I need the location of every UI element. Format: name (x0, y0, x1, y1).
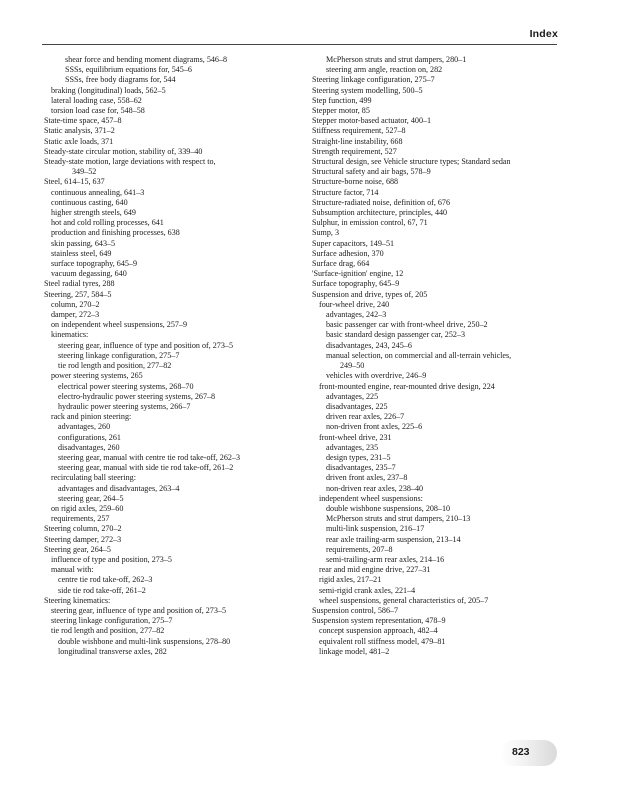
index-entry: double wishbone suspensions, 208–10 (326, 503, 451, 513)
index-column-right (312, 55, 570, 657)
index-entry: braking (longitudinal) loads, 562–5 (51, 85, 166, 95)
index-entry: linkage model, 481–2 (319, 646, 390, 656)
index-entry: Stiffness requirement, 527–8 (312, 126, 406, 136)
index-entry: tie rod length and position, 277–82 (51, 626, 165, 636)
index-entry: stainless steel, 649 (51, 248, 112, 258)
index-entry: on independent wheel suspensions, 257–9 (51, 320, 188, 330)
index-entry: electrical power steering systems, 268–70 (58, 381, 194, 391)
index-entry: Structure-borne noise, 688 (312, 177, 399, 187)
index-entry: Steering linkage configuration, 275–7 (312, 75, 435, 85)
index-entry: electro-hydraulic power steering systems, 267–8 (58, 391, 216, 401)
index-entry: recirculating ball steering: (51, 473, 136, 483)
index-entry: non-driven front axles, 225–6 (326, 422, 423, 432)
index-entry: side tie rod take-off, 261–2 (58, 585, 146, 595)
index-entry: column, 270–2 (51, 299, 100, 309)
index-entry: Steering, 257, 584–5 (44, 289, 112, 299)
index-entry: 349–52 (72, 167, 97, 177)
index-entry: advantages and disadvantages, 263–4 (58, 483, 180, 493)
index-entry: vehicles with overdrive, 246–9 (326, 371, 427, 381)
index-entry: steering gear, manual with side tie rod take-off, 261–2 (58, 463, 234, 473)
header-rule (42, 44, 557, 45)
index-entry: advantages, 242–3 (326, 310, 387, 320)
index-entry: Static axle loads, 371 (44, 136, 114, 146)
index-entry: Static analysis, 371–2 (44, 126, 115, 136)
index-entry: four-wheel drive, 240 (319, 299, 390, 309)
index-entry: Stepper motor-based actuator, 400–1 (312, 116, 432, 126)
index-entry: kinematics: (51, 330, 89, 340)
index-entry: Steady-state circular motion, stability of, 339–40 (44, 146, 203, 156)
index-entry: tie rod length and position, 277–82 (58, 361, 172, 371)
index-entry: steering gear, manual with centre tie rod take-off, 262–3 (58, 452, 241, 462)
index-entry: Surface topography, 645–9 (312, 279, 400, 289)
index-entry: vacuum degassing, 640 (51, 269, 127, 279)
index-entry: rear axle trailing-arm suspension, 213–14 (326, 534, 461, 544)
index-entry: rear and mid engine drive, 227–31 (319, 565, 431, 575)
index-entry: double wishbone and multi-link suspensions, 278–80 (58, 636, 231, 646)
index-entry: damper, 272–3 (51, 310, 100, 320)
index-entry: non-driven rear axles, 238–40 (326, 483, 424, 493)
index-entry: front-mounted engine, rear-mounted drive design, 224 (319, 381, 495, 391)
index-entry: steering arm angle, reaction on, 282 (326, 65, 443, 75)
index-entry: configurations, 261 (58, 432, 121, 442)
index-entry: Structural design, see Vehicle structure types; Standard sedan (312, 157, 511, 167)
index-entry: multi-link suspension, 216–17 (326, 524, 425, 534)
index-entry: disadvantages, 243, 245–6 (326, 340, 412, 350)
index-entry: torsion load case for, 548–58 (51, 106, 145, 116)
index-entry: Steering column, 270–2 (44, 524, 122, 534)
index-entry: Sump, 3 (312, 228, 339, 238)
index-entry: disadvantages, 260 (58, 442, 120, 452)
index-entry: continuous casting, 640 (51, 197, 128, 207)
index-entry: front-wheel drive, 231 (319, 432, 392, 442)
index-entry: semi-trailing-arm rear axles, 214–16 (326, 554, 445, 564)
index-entry: McPherson struts and strut dampers, 210–13 (326, 514, 471, 524)
index-entry: independent wheel suspensions: (319, 493, 423, 503)
running-header-title: Index (529, 28, 558, 40)
index-entry: Steering gear, 264–5 (44, 544, 111, 554)
index-entry: steering gear, 264–5 (58, 493, 124, 503)
index-entry: Straight-line instability, 668 (312, 136, 403, 146)
index-entry: Super capacitors, 149–51 (312, 238, 395, 248)
index-entry: steering linkage configuration, 275–7 (58, 350, 180, 360)
index-entry: Steering kinematics: (44, 595, 111, 605)
index-entry: Stepper motor, 85 (312, 106, 370, 116)
index-entry: centre tie rod take-off, 262–3 (58, 575, 153, 585)
index-entry: requirements, 207–8 (326, 544, 393, 554)
index-entry: steering gear, influence of type and position of, 273–5 (58, 340, 233, 350)
index-entry: skin passing, 643–5 (51, 238, 116, 248)
index-entry: design types, 231–5 (326, 452, 391, 462)
index-entry: manual with: (51, 565, 94, 575)
index-entry: Steady-state motion, large deviations with respect to, (44, 157, 216, 167)
index-column-left (44, 55, 302, 657)
index-entry: continuous annealing, 641–3 (51, 187, 145, 197)
index-entry: hydraulic power steering systems, 266–7 (58, 401, 191, 411)
index-entry: McPherson struts and strut dampers, 280–1 (326, 55, 467, 64)
index-entry: shear force and bending moment diagrams, 546–8 (65, 55, 228, 64)
index-entry: equivalent roll stiffness model, 479–81 (319, 636, 446, 646)
index-entry: power steering systems, 265 (51, 371, 143, 381)
index-entry: wheel suspensions, general characteristics of, 205–7 (319, 595, 489, 605)
page-number: 823 (512, 746, 530, 758)
index-entry: semi-rigid crank axles, 221–4 (319, 585, 416, 595)
index-entry: influence of type and position, 273–5 (51, 554, 172, 564)
index-entry: steering linkage configuration, 275–7 (51, 616, 173, 626)
index-entry: requirements, 257 (51, 514, 110, 524)
index-entry: State-time space, 457–8 (44, 116, 122, 126)
index-entry: Structure-radiated noise, definition of, 676 (312, 197, 451, 207)
index-entry: manual selection, on commercial and all-terrain vehicles, (326, 350, 512, 360)
index-entry: rack and pinion steering: (51, 412, 132, 422)
index-entry: production and finishing processes, 638 (51, 228, 180, 238)
index-entry: Subsumption architecture, principles, 440 (312, 208, 448, 218)
index-entry: advantages, 225 (326, 391, 379, 401)
index-entry: rigid axles, 217–21 (319, 575, 382, 585)
index-entry: Suspension control, 586–7 (312, 605, 399, 615)
index-entry: Surface drag, 664 (312, 259, 370, 269)
index-entry: 249–50 (340, 361, 365, 371)
index-entry: disadvantages, 225 (326, 401, 388, 411)
index-entry: lateral loading case, 558–62 (51, 95, 142, 105)
index-entry: driven rear axles, 226–7 (326, 412, 405, 422)
index-entry: advantages, 260 (58, 422, 111, 432)
index-entry: Strength requirement, 527 (312, 146, 397, 156)
index-entry: driven front axles, 237–8 (326, 473, 408, 483)
index-entry: Suspension and drive, types of, 205 (312, 289, 428, 299)
index-entry: basic passenger car with front-wheel drive, 250–2 (326, 320, 488, 330)
index-entry: Suspension system representation, 478–9 (312, 616, 446, 626)
index-entry: Steel, 614–15, 637 (44, 177, 105, 187)
index-entry: advantages, 235 (326, 442, 379, 452)
index-entry: basic standard design passenger car, 252–3 (326, 330, 466, 340)
index-entry: 'Surface-ignition' engine, 12 (312, 269, 404, 279)
index-entry: concept suspension approach, 482–4 (319, 626, 438, 636)
index-entry: Steering damper, 272–3 (44, 534, 122, 544)
index-entry: Surface adhesion, 370 (312, 248, 384, 258)
index-entry: on rigid axles, 259–60 (51, 503, 124, 513)
index-entry: disadvantages, 235–7 (326, 463, 396, 473)
index-entry: SSSs, equilibrium equations for, 545–6 (65, 65, 192, 75)
index-entry: Sulphur, in emission control, 67, 71 (312, 218, 428, 228)
index-entry: hot and cold rolling processes, 641 (51, 218, 164, 228)
index-entry: longitudinal transverse axles, 282 (58, 646, 167, 656)
index-entry: steering gear, influence of type and position of, 273–5 (51, 605, 226, 615)
index-entry: Step function, 499 (312, 95, 372, 105)
index-entry: Steering system modelling, 500–5 (312, 85, 423, 95)
index-entry: surface topography, 645–9 (51, 259, 138, 269)
index-entry: Structure factor, 714 (312, 187, 379, 197)
index-entry: SSSs, free body diagrams for, 544 (65, 75, 176, 85)
index-entry: higher strength steels, 649 (51, 208, 136, 218)
index-entry: Structural safety and air bags, 578–9 (312, 167, 431, 177)
index-entry: Steel radial tyres, 288 (44, 279, 115, 289)
